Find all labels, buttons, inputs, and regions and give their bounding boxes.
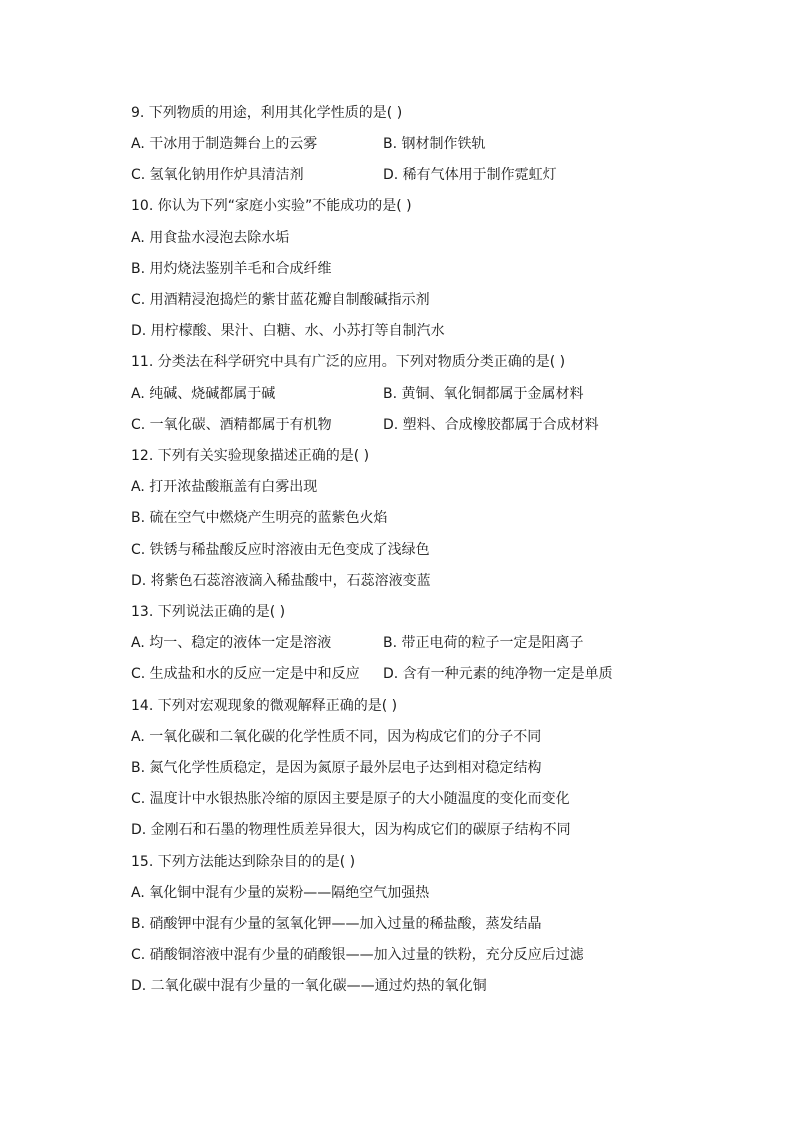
question-14-option-a: A. 一氧化碳和二氧化碳的化学性质不同，因为构成它们的分子不同 (131, 729, 542, 745)
question-10-stem: 10. 你认为下列“家庭小实验”不能成功的是( ) (131, 198, 412, 214)
question-12-stem: 12. 下列有关实验现象描述正确的是( ) (131, 448, 370, 464)
question-9-stem: 9. 下列物质的用途，利用其化学性质的是( ) (131, 105, 403, 121)
question-12-option-c: C. 铁锈与稀盐酸反应时溶液由无色变成了浅绿色 (131, 542, 430, 558)
question-15-option-c: C. 硝酸铜溶液中混有少量的硝酸银——加入过量的铁粉，充分反应后过滤 (131, 947, 584, 963)
question-12-option-b: B. 硫在空气中燃烧产生明亮的蓝紫色火焰 (131, 510, 388, 526)
question-11-option-d: D. 塑料、合成橡胶都属于合成材料 (383, 417, 599, 433)
question-14-option-d: D. 金刚石和石墨的物理性质差异很大，因为构成它们的碳原子结构不同 (131, 822, 571, 838)
question-14-option-b: B. 氮气化学性质稳定，是因为氮原子最外层电子达到相对稳定结构 (131, 760, 542, 776)
question-15-stem: 15. 下列方法能达到除杂目的的是( ) (131, 854, 356, 870)
question-10-option-b: B. 用灼烧法鉴别羊毛和合成纤维 (131, 261, 332, 277)
question-15-option-d: D. 二氧化碳中混有少量的一氧化碳——通过灼热的氧化铜 (131, 978, 487, 994)
question-15-option-b: B. 硝酸钾中混有少量的氢氧化钾——加入过量的稀盐酸，蒸发结晶 (131, 916, 542, 932)
question-14-option-c: C. 温度计中水银热胀冷缩的原因主要是原子的大小随温度的变化而变化 (131, 791, 570, 807)
question-11-option-a: A. 纯碱、烧碱都属于碱 (131, 386, 276, 402)
question-15-option-a: A. 氧化铜中混有少量的炭粉——隔绝空气加强热 (131, 885, 430, 901)
question-11-options-row-2 (0, 415, 794, 435)
question-9-option-c: C. 氢氧化钠用作炉具清洁剂 (131, 167, 304, 183)
question-11-option-c: C. 一氧化碳、酒精都属于有机物 (131, 417, 332, 433)
question-9-option-a: A. 干冰用于制造舞台上的云雾 (131, 136, 318, 152)
question-10-option-c: C. 用酒精浸泡捣烂的紫甘蓝花瓣自制酸碱指示剂 (131, 292, 430, 308)
question-11-options-row-1 (0, 384, 794, 404)
question-9-option-d: D. 稀有气体用于制作霓虹灯 (383, 167, 557, 183)
question-13-option-d: D. 含有一种元素的纯净物一定是单质 (383, 666, 613, 682)
question-9-option-b: B. 钢材制作铁轨 (383, 136, 486, 152)
question-9-options-row-1 (0, 134, 794, 154)
question-13-option-c: C. 生成盐和水的反应一定是中和反应 (131, 666, 360, 682)
question-13-options-row-2 (0, 664, 794, 684)
question-10-option-d: D. 用柠檬酸、果汁、白糖、水、小苏打等自制汽水 (131, 323, 445, 339)
question-13-stem: 13. 下列说法正确的是( ) (131, 604, 286, 620)
question-14-stem: 14. 下列对宏观现象的微观解释正确的是( ) (131, 698, 398, 714)
question-13-options-row-1 (0, 633, 794, 653)
question-11-option-b: B. 黄铜、氧化铜都属于金属材料 (383, 386, 584, 402)
question-11-stem: 11. 分类法在科学研究中具有广泛的应用。下列对物质分类正确的是( ) (131, 354, 566, 370)
question-12-option-d: D. 将紫色石蕊溶液滴入稀盐酸中，石蕊溶液变蓝 (131, 573, 431, 589)
question-13-option-b: B. 带正电荷的粒子一定是阳离子 (383, 635, 584, 651)
question-12-option-a: A. 打开浓盐酸瓶盖有白雾出现 (131, 479, 318, 495)
question-9-options-row-2 (0, 165, 794, 185)
question-10-option-a: A. 用食盐水浸泡去除水垢 (131, 230, 290, 246)
question-13-option-a: A. 均一、稳定的液体一定是溶液 (131, 635, 332, 651)
